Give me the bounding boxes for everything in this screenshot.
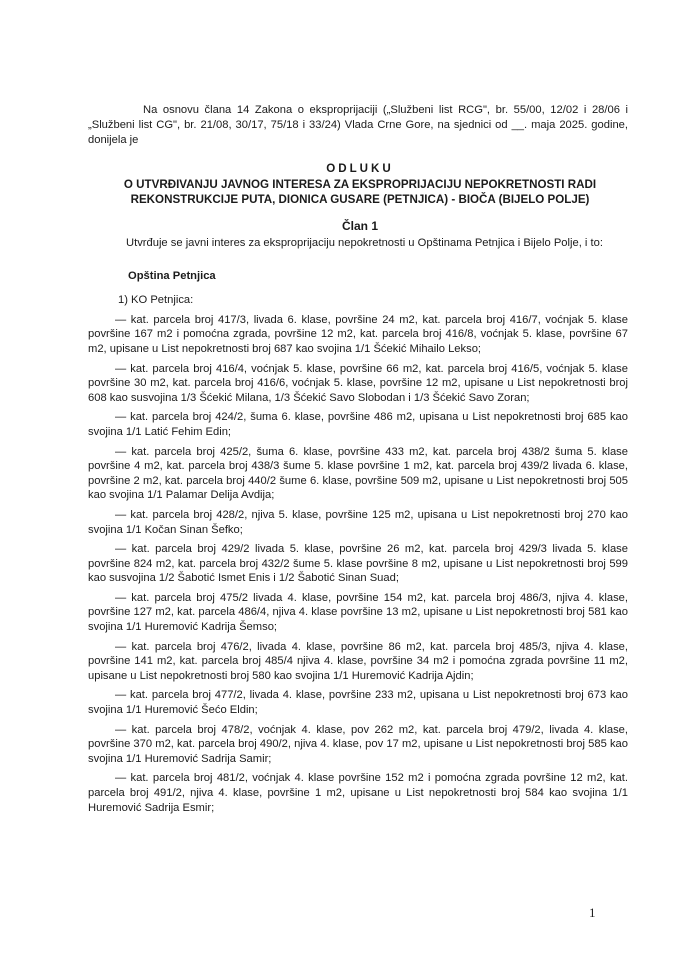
article-heading: Član 1 [341, 219, 378, 233]
parcel-entry: — kat. parcela broj 481/2, voćnjak 4. klase površine 152 m2 i pomoćna zgrada površine 12 m2, kat. parcela broj 491/2, njiva 4. klase, površine 1 m2, upisane u List nepokretnosti broj 584 kao svojina 1/1 Huremović Sadrija Esmir; [88, 772, 628, 814]
parcel-entry: — kat. parcela broj 424/2, šuma 6. klase, površine 486 m2, upisana u List nepokretnosti broj 685 kao svojina 1/1 Latić Fehim Edin; [88, 411, 628, 438]
parcel-entry: — kat. parcela broj 429/2 livada 5. klase, površine 26 m2, kat. parcela broj 429/3 livada 5. klase površine 824 m2, kat. parcela broj 432/2 šume 5. klase površine 8 m2, upisane u List nepokretnosti broj 599 kao susvojina 1/2 Šabotić Ismet Enis i 1/2 Šabotić Sinan Suad; [88, 543, 628, 585]
municipality-heading: Opština Petnjica [128, 269, 216, 282]
parcel-entry: — kat. parcela broj 428/2, njiva 5. klase, površine 125 m2, upisana u List nepokretnosti broj 270 kao svojina 1/1 Kočan Sinan Šefko; [88, 508, 628, 536]
parcel-entry: — kat. parcela broj 477/2, livada 4. klase, površine 233 m2, upisana u List nepokretnosti broj 673 kao svojina 1/1 Huremović Šećo Eldin; [88, 689, 628, 717]
parcel-entry: — kat. parcela broj 475/2 livada 4. klase, površine 154 m2, kat. parcela broj 486/3, njiva 4. klase, površine 127 m2, kat. parcela 486/4, njiva 4. klase površine 13 m2, upisane u List nepokretnosti broj 581 kao svojina 1/1 Huremović Kadrija Šemso; [88, 591, 628, 634]
decision-title: ODLUKU [326, 162, 394, 175]
parcel-entry: — kat. parcela broj 417/3, livada 6. klase, površine 24 m2, kat. parcela broj 416/7, voćnjak 5. klase površine 167 m2 i pomoćna zgrada, površine 12 m2, kat. parcela broj 416/8, voćnjak 5. klase, površine 67 m2, upisane u List nepokretnosti broj 687 kao svojina 1/1 Šćekić Mihailo Lekso; [88, 313, 628, 355]
article-intro: Utvrđuje se javni interes za eksproprijaciju nepokretnosti u Opštinama Petnjica i Bijelo Polje, i to: [126, 237, 603, 249]
parcel-entry: — kat. parcela broj 478/2, voćnjak 4. klase, pov 262 m2, kat. parcela broj 479/2, livada 4. klase, površine 370 m2, kat. parcela broj 490/2, njiva 4. klase, pov 17 m2, upisane u List nepokretnosti broj 585 kao svojina 1/1 Huremović Sadrija Samir; [88, 723, 628, 765]
parcel-entry: — kat. parcela broj 425/2, šuma 6. klase, površine 433 m2, kat. parcela broj 438/2 šuma 5. klase površine 4 m2, kat. parcela broj 438/3 šume 5. klase površine 1 m2, kat. parcela broj 439/2 livada 6. klase, površine 2 m2, kat. parcela broj 440/2 šume 6. klase, površine 509 m2, upisane u List nepokretnosti broj 505 kao svojina 1/1 Palamar Delija Avdija; [88, 445, 628, 502]
parcel-entry: — kat. parcela broj 476/2, livada 4. klase, površine 86 m2, kat. parcela broj 485/3, njiva 4. klase, površine 141 m2, kat. parcela broj 485/4 njiva 4. klase, površine 34 m2 i pomoćna zgrada površine 11 m2, upisane u List nepokretnosti broj 580 kao svojina 1/1 Huremović Kadrija Ajdin; [88, 640, 628, 682]
preamble: Na osnovu člana 14 Zakona o eksproprijaciji („Službeni list RCG", br. 55/00, 12/02 i 28/06 i „Službeni list CG", br. 21/08, 30/17, 75/18 i 33/24) Vlada Crne Gore, na sjednici od __. maja 2025. godine, donijela je [88, 104, 628, 147]
page-number: 1 [589, 905, 596, 920]
cadastral-unit-heading: 1) KO Petnjica: [118, 294, 194, 307]
parcel-entry: — kat. parcela broj 416/4, voćnjak 5. klase, površine 66 m2, kat. parcela broj 416/5, voćnjak 5. klase površine 30 m2, kat. parcela broj 416/6, voćnjak 5. klase, površine 12 m2, upisane u List nepokretnosti broj 608 kao susvojina 1/3 Šćekić Milana, 1/3 Šćekić Savo Slobodan i 1/3 Šćekić Savo Zoran; [88, 362, 628, 404]
article-body [88, 236, 628, 815]
decision-subject: O UTVRĐIVANJU JAVNOG INTERESA ZA EKSPROPRIJACIJU NEPOKRETNOSTI RADI REKONSTRUKCIJE PUTA, DIONICA GUSARE (PETNJICA) - BIOČA (BIJELO POLJE) [123, 178, 597, 206]
